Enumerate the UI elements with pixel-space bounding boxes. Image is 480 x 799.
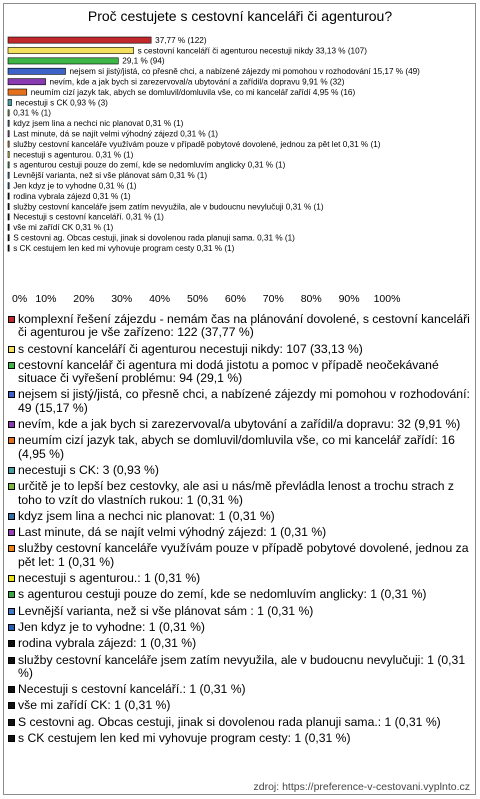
bar-label-5: nevím, kde a jak bych si zarezervoval/a ubytování a zařídil/a dopravu 9,91 % (32) [49, 77, 345, 87]
bar-15 [8, 183, 9, 189]
bar-chart [0, 0, 480, 312]
legend-label: S cestovni ag. Obcas cestuji, jinak si dovolenou rada planuji sama.: 1 (0,31 %) [18, 714, 441, 729]
legend-label: komplexní řešení zájezdu - nemám čas na plánování dovolené, s cestovní kanceláři či agenturou je vše zařízeno: 122 (37,77 %) [18, 312, 470, 340]
bar-16 [8, 193, 9, 199]
legend-swatch [8, 686, 15, 693]
bar-label-11: služby cestovní kanceláře využívám pouze v případě pobytové dovolené, jednou za pět let 0,31 % (1) [13, 139, 381, 149]
bar-label-21: s CK cestujem len ked mi vyhovuje program cesty 0,31 % (1) [13, 243, 235, 253]
bar-10 [8, 131, 9, 137]
legend-label: Jen kdyz je to vyhodne: 1 (0,31 %) [18, 619, 205, 634]
legend-item [8, 464, 470, 477]
bar-label-10: Last minute, dá se najít velmi výhodný zájezd 0,31 % (1) [13, 129, 218, 139]
x-axis-ticks [12, 293, 400, 305]
bar-8 [8, 110, 9, 116]
legend-swatch [8, 640, 15, 647]
bar-12 [8, 151, 9, 157]
legend-item [8, 480, 470, 507]
bar-20 [8, 235, 9, 241]
legend-item [8, 313, 470, 340]
x-tick-label: 40% [149, 293, 171, 305]
legend-item [8, 637, 470, 650]
legend-swatch [8, 391, 15, 398]
legend-swatch [8, 421, 15, 428]
chart-title: Proč cestujete s cestovní kanceláři či agenturou? [87, 8, 393, 24]
x-tick-label: 30% [111, 293, 133, 305]
bar-label-20: S cestovni ag. Obcas cestuji, jinak si dovolenou rada planuji sama. 0,31 % (1) [13, 233, 295, 243]
legend-swatch [8, 735, 15, 742]
legend-label: Last minute, dá se najít velmi výhodný zájezd: 1 (0,31 %) [18, 525, 327, 540]
bar-1 [8, 37, 151, 43]
x-tick-label: 90% [338, 293, 360, 305]
legend-swatch [8, 529, 15, 536]
bar-label-15: Jen kdyz je to vyhodne 0,31 % (1) [13, 181, 137, 191]
legend-item [8, 418, 470, 431]
bar-label-16: rodina vybrala zájezd 0,31 % (1) [13, 191, 131, 201]
bar-9 [8, 120, 9, 126]
legend-item [8, 732, 470, 745]
legend-swatch [8, 624, 15, 631]
legend-item [8, 388, 470, 415]
legend-label: Levnější varianta, než si vše plánovat sám : 1 (0,31 %) [18, 603, 314, 618]
legend-item [8, 683, 470, 696]
legend-swatch [8, 657, 15, 664]
bar-label-13: s agenturou cestuji pouze do zemí, kde se nedomluvím anglicky 0,31 % (1) [13, 160, 286, 170]
legend-swatch [8, 702, 15, 709]
bar-label-1: 37,77 % (122) [155, 35, 207, 45]
bar-19 [8, 224, 9, 230]
x-tick-label: 20% [73, 293, 95, 305]
legend-label: služby cestovní kanceláře jsem zatím nevyužila, ale v budoucnu nevylučuji: 1 (0,31 %) [18, 652, 466, 680]
legend-label: s agenturou cestuji pouze do zemí, kde se nedomluvím anglicky: 1 (0,31 %) [18, 587, 427, 602]
bar-5 [8, 79, 46, 85]
legend-item [8, 526, 470, 539]
legend-item [8, 588, 470, 601]
bar-14 [8, 172, 9, 178]
legend-label: vše mi zařídí CK: 1 (0,31 %) [18, 698, 171, 713]
bar-17 [8, 203, 9, 209]
legend-item [8, 716, 470, 729]
x-tick-label: 100% [373, 293, 401, 305]
bar-label-8: 0,31 % (1) [13, 108, 51, 118]
bar-label-3: 29,1 % (94) [122, 56, 165, 66]
legend-item [8, 605, 470, 618]
bar-7 [8, 99, 12, 105]
legend-item [8, 343, 470, 356]
bar-label-7: necestuji s CK 0,93 % (3) [15, 98, 108, 108]
bar-13 [8, 162, 9, 168]
legend-label: kdyz jsem lina a nechci nic planovat: 1 (0,31 %) [18, 508, 275, 523]
bar-label-12: necestuji s agenturou. 0,31 % (1) [13, 150, 134, 160]
legend-swatch [8, 437, 15, 444]
legend-swatch [8, 513, 15, 520]
legend-item [8, 699, 470, 712]
bar-3 [8, 58, 118, 64]
bar-label-19: vše mi zařídí CK 0,31 % (1) [13, 223, 114, 233]
source-note: zdroj: https://preference-v-cestovani.vyplnto.cz [253, 781, 470, 793]
legend-label: s cestovní kanceláří či agenturou necestuji nikdy: 107 (33,13 %) [18, 341, 363, 356]
legend-label: cestovní kancelář či agentura mi dodá jistotu a pomoc v případě neočekávané situace či vyřešení problému: 94 (29,1 %) [18, 357, 439, 386]
bar-label-14: Levnější varianta, než si vše plánovat sám 0,31 % (1) [13, 171, 208, 181]
bar-label-2: s cestovní kanceláří či agenturou necestuji nikdy 33,13 % (107) [137, 46, 367, 56]
legend-label: nevím, kde a jak bych si zarezervoval/a ubytování a zařídil/a dopravu: 32 (9,91 %) [18, 417, 461, 432]
legend-swatch [8, 591, 15, 598]
legend-item [8, 654, 470, 681]
x-tick-label: 70% [262, 293, 284, 305]
bar-label-18: Necestuji s cestovní kanceláří. 0,31 % (1) [13, 212, 164, 222]
legend-swatch [8, 575, 15, 582]
x-tick-label: 50% [186, 293, 209, 305]
legend-swatch [8, 362, 15, 369]
legend-label: necestuji s agenturou.: 1 (0,31 %) [18, 571, 201, 586]
x-tick-label: 10% [35, 293, 57, 305]
legend-label: neumím cizí jazyk tak, abych se domluvil/domluvila vše, co mi kancelář zařídí: 16 (4,95 %) [18, 433, 455, 461]
x-tick-label: 80% [300, 293, 322, 305]
legend-item [8, 542, 470, 569]
legend-label: rodina vybrala zájezd: 1 (0,31 %) [18, 636, 197, 651]
bar-label-6: neumím cizí jazyk tak, abych se domluvil/domluvila vše, co mi kancelář zařídí 4,95 % (16) [30, 87, 356, 97]
chart-legend [8, 313, 470, 748]
legend-swatch [8, 719, 15, 726]
bar-label-9: kdyz jsem lina a nechci nic planovat 0,31 % (1) [13, 119, 184, 129]
bar-4 [8, 68, 65, 74]
bar-21 [8, 245, 9, 251]
legend-item [8, 359, 470, 386]
bars-layer [8, 36, 420, 253]
legend-label: Necestuji s cestovní kanceláří.: 1 (0,31 %) [18, 682, 246, 697]
legend-swatch [8, 346, 15, 353]
legend-swatch [8, 545, 15, 552]
bar-label-17: služby cestovní kanceláře jsem zatím nevyužila, ale v budoucnu nevylučuji 0,31 % (1) [13, 202, 324, 212]
legend-swatch [8, 467, 15, 474]
legend-swatch [8, 483, 15, 490]
bar-6 [8, 89, 27, 95]
legend-label: nejsem si jistý/jistá, co přesně chci, a nabízené zájezdy mi pomohou v rozhodování: 49 (15,17 %) [18, 387, 470, 415]
bar-2 [8, 47, 134, 53]
legend-item [8, 621, 470, 634]
legend-label: určitě je to lepší bez cestovky, ale asi u nás/mě převládla lenost a trochu strach z toho to vzít do vlastních rukou: 1 (0,31 %) [18, 479, 455, 507]
bar-18 [8, 214, 9, 220]
bar-11 [8, 141, 9, 147]
legend-label: necestuji s CK: 3 (0,93 %) [18, 462, 159, 477]
legend-label: s CK cestujem len ked mi vyhovuje program cesty: 1 (0,31 %) [18, 731, 351, 746]
bar-label-4: nejsem si jistý/jistá, co přesně chci, a nabízené zájezdy mi pomohou v rozhodování 15,17 % (49) [69, 67, 420, 77]
legend-swatch [8, 316, 15, 323]
legend-item [8, 434, 470, 461]
legend-swatch [8, 608, 15, 615]
legend-item [8, 572, 470, 585]
legend-item [8, 510, 470, 523]
legend-label: služby cestovní kanceláře využívám pouze v případě pobytové dovolené, jednou za pět let: 1 (0,31 %) [18, 541, 469, 569]
x-tick-label: 0% [12, 293, 28, 305]
x-tick-label: 60% [224, 293, 246, 305]
